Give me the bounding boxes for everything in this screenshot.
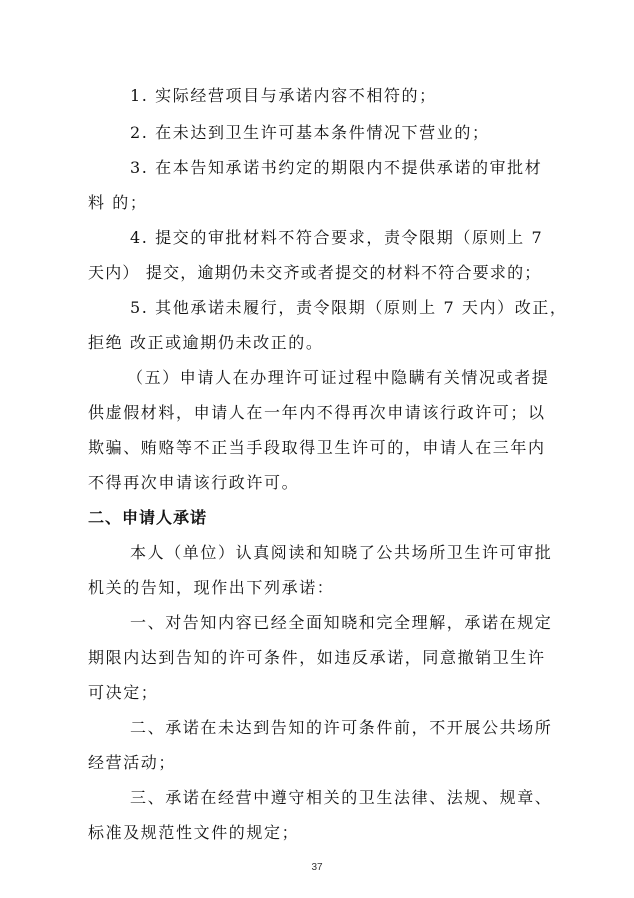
item-5-line-2: 拒绝 改正或逾期仍未改正的。 xyxy=(88,333,324,352)
commit-3-line-2: 标准及规范性文件的规定； xyxy=(88,823,300,842)
commit-3-line-1: 三、承诺在经营中遵守相关的卫生法律、法规、规章、 xyxy=(130,788,553,807)
commit-1-line-3: 可决定； xyxy=(88,683,159,702)
commit-intro-line-1: 本人（单位）认真阅读和知晓了公共场所卫生许可审批 xyxy=(130,543,553,562)
paragraph-5-line-1: （五）申请人在办理许可证过程中隐瞒有关情况或者提 xyxy=(127,368,550,387)
item-1: 1. 实际经营项目与承诺内容不相符的； xyxy=(130,86,437,105)
item-4-line-1: 4. 提交的审批材料不符合要求，责令限期（原则上 7 xyxy=(130,228,544,247)
section-heading: 二、申请人承诺 xyxy=(88,508,208,527)
item-3-line-2: 料 的； xyxy=(88,193,148,212)
paragraph-5-line-4: 不得再次申请该行政许可。 xyxy=(88,473,300,492)
item-4-line-2: 天内） 提交，逾期仍未交齐或者提交的材料不符合要求的； xyxy=(88,263,542,282)
commit-2-line-1: 二、承诺在未达到告知的许可条件前，不开展公共场所 xyxy=(130,718,553,737)
paragraph-5-line-3: 欺骗、贿赂等不正当手段取得卫生许可的，申请人在三年内 xyxy=(88,438,546,457)
commit-1-line-1: 一、对告知内容已经全面知晓和完全理解，承诺在规定 xyxy=(130,613,553,632)
commit-intro-line-2: 机关的告知，现作出下列承诺： xyxy=(88,578,335,597)
item-2: 2. 在未达到卫生许可基本条件情况下营业的； xyxy=(130,123,490,142)
commit-2-line-2: 经营活动； xyxy=(88,753,177,772)
item-3-line-1: 3. 在本告知承诺书约定的期限内不提供承诺的审批材 xyxy=(130,158,543,177)
paragraph-5-line-2: 供虚假材料，申请人在一年内不得再次申请该行政许可；以 xyxy=(88,403,546,422)
commit-1-line-2: 期限内达到告知的许可条件，如违反承诺，同意撤销卫生许 xyxy=(88,648,546,667)
item-5-line-1: 5. 其他承诺未履行，责令限期（原则上 7 天内）改正， xyxy=(130,298,568,317)
page-number: 37 xyxy=(311,862,323,873)
